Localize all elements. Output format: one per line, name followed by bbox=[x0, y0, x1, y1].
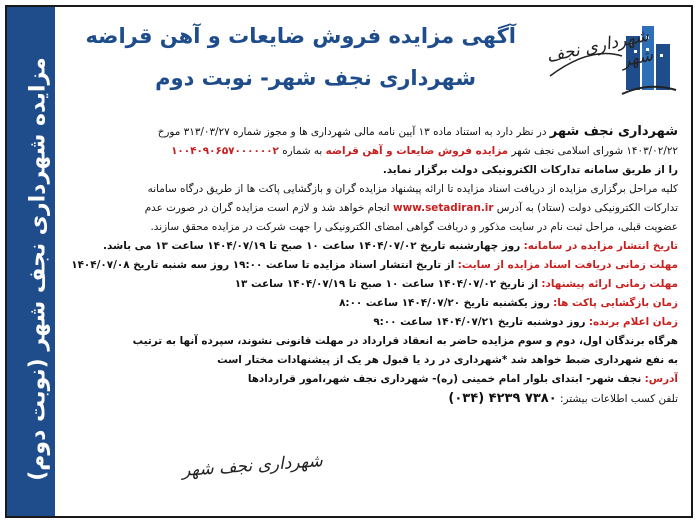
winner-time-text: روز دوشنبه تاریخ ۱۴۰۴/۰۷/۲۱ ساعت ۹:۰۰ bbox=[373, 316, 586, 328]
ad-body bbox=[66, 122, 678, 409]
document-body bbox=[62, 10, 686, 514]
auction-number: ۱۰۰۴۰۹۰۶۵۷۰۰۰۰۰۰۲ bbox=[171, 145, 279, 157]
sidebar-banner bbox=[7, 7, 55, 516]
terms-line-2: به نفع شهرداری ضبط خواهد شد *شهرداری در رد یا قبول هر یک از پیشنهادات مختار است bbox=[217, 354, 678, 366]
process-line-2 bbox=[66, 199, 678, 218]
publish-date-line bbox=[66, 237, 678, 256]
opening-time-label: زمان بازگشایی پاکت ها: bbox=[553, 297, 678, 309]
bid-deadline-line bbox=[66, 275, 678, 294]
publish-date-label: تاریخ انتشار مزایده در سامانه: bbox=[523, 240, 678, 252]
doc-deadline-text: از تاریخ انتشار اسناد مزایده تا ساعت ۱۹:۰۰ روز سه شنبه تاریخ ۱۴۰۴/۰۷/۰۸ bbox=[71, 259, 455, 271]
opening-time-text: روز یکشنبه تاریخ ۱۴۰۴/۰۷/۲۰ ساعت ۸:۰۰ bbox=[339, 297, 550, 309]
logo-text: شهرداری نجف شهر bbox=[544, 25, 655, 72]
address-label: آدرس: bbox=[644, 373, 678, 385]
bid-deadline-text: از تاریخ ۱۴۰۴/۰۷/۰۲ ساعت ۱۰ صبح تا ۱۴۰۴/۰۷/۱۹ ساعت ۱۳ bbox=[234, 278, 539, 290]
process-line-3: عضویت قبلی، مراحل ثبت نام در سایت مذکور و دریافت گواهی امضای الکترونیکی را جهت شرکت در مزایده محقق سازند. bbox=[150, 221, 678, 233]
intro-text-1: در نظر دارد به استناد ماده ۱۳ آیین نامه مالی شهرداری ها و مجوز شماره ۳۱۳/۰۳/۲۷ مورخ bbox=[157, 126, 547, 138]
phone-number: ۷۳۸۰ ۴۲۳۹ (۰۳۴) bbox=[448, 391, 557, 406]
terms-line-1: هرگاه برندگان اول، دوم و سوم مزایده حاضر به انعقاد قرارداد در مهلت قانونی نشوند، سپرده آنها به ترتیب bbox=[132, 335, 678, 347]
process-text-3: انجام خواهد شد و لازم است مزایده گران در صورت عدم bbox=[144, 202, 390, 214]
auction-subject: مزایده فروش ضایعات و آهن قراضه bbox=[325, 145, 509, 157]
doc-deadline-line bbox=[66, 256, 678, 275]
address-text: نجف شهر- ابتدای بلوار امام خمینی (ره)- شهرداری نجف شهر،امور قراردادها bbox=[247, 373, 642, 385]
intro-line-2 bbox=[66, 142, 678, 161]
bid-deadline-label: مهلت زمانی ارائه پیشنهاد: bbox=[541, 278, 678, 290]
address-line bbox=[66, 370, 678, 389]
opening-time-line bbox=[66, 294, 678, 313]
intro-number-label: به شماره bbox=[282, 145, 323, 157]
winner-time-line bbox=[66, 313, 678, 332]
signature-stamp: شهرداری نجف شهر bbox=[181, 451, 324, 481]
phone-label: تلفن کسب اطلاعات بیشتر: bbox=[560, 393, 678, 405]
doc-deadline-label: مهلت زمانی دریافت اسناد مزایده از سایت: bbox=[457, 259, 678, 271]
winner-time-label: زمان اعلام برنده: bbox=[588, 316, 678, 328]
sidebar-title: مزایده شهرداری نجف شهر (نوبت دوم) bbox=[25, 57, 51, 481]
ad-subtitle: شهرداری نجف شهر- نوبت دوم bbox=[155, 66, 476, 90]
ad-title: آگهی مزایده فروش ضایعات و آهن قراضه bbox=[85, 24, 516, 48]
setad-website-link[interactable]: www.setadiran.ir bbox=[393, 202, 494, 214]
intro-line-1 bbox=[66, 122, 678, 142]
intro-line-3: را از طریق سامانه تدارکات الکترونیکی دولت برگزار نماید. bbox=[382, 164, 678, 176]
municipality-logo bbox=[530, 16, 680, 116]
intro-org-name: شهرداری نجف شهر bbox=[549, 124, 678, 139]
intro-text-2: ۱۴۰۳/۰۲/۲۲ شورای اسلامی نجف شهر bbox=[511, 145, 678, 157]
publish-date-text: روز چهارشنبه تاریخ ۱۴۰۴/۰۷/۰۲ ساعت ۱۰ صبح تا ۱۴۰۴/۰۷/۱۹ ساعت ۱۳ می باشد. bbox=[103, 240, 521, 252]
process-line-1: کلیه مراحل برگزاری مزایده از دریافت اسناد مزایده تا ارائه پیشنهاد مزایده گران و بازگشایی پاکت ها از طریق درگاه سامانه bbox=[147, 183, 678, 195]
phone-line bbox=[66, 389, 678, 409]
process-text-2: تدارکات الکترونیکی دولت (ستاد) به آدرس bbox=[496, 202, 678, 214]
